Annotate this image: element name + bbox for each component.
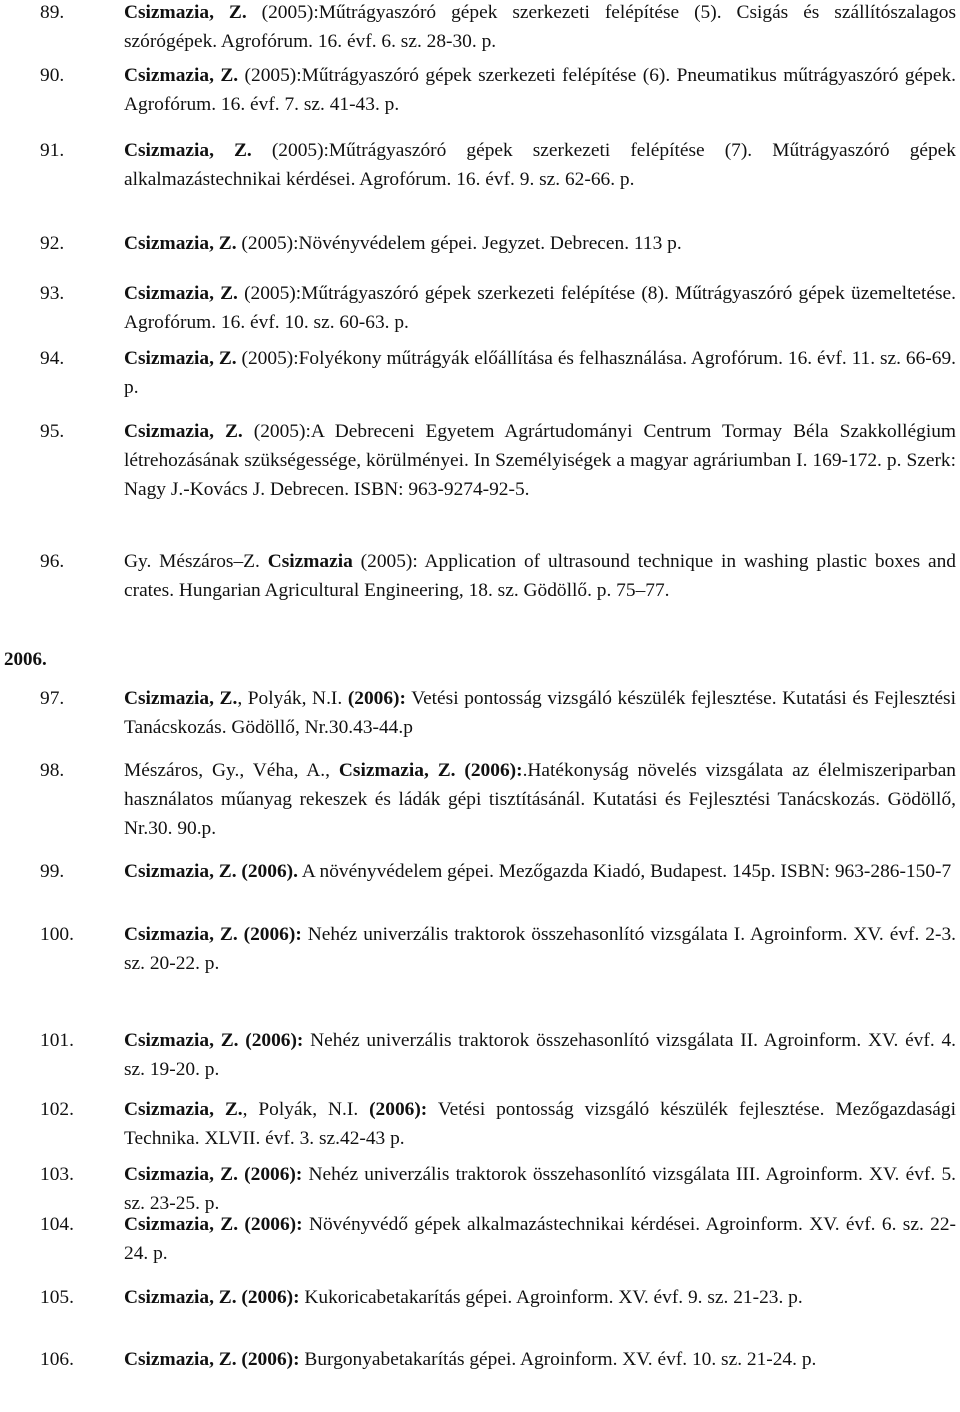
reference-number: 97.	[40, 688, 65, 709]
reference-segment: (2005): Application of ultrasound technique in washing plastic boxes and crates. Hungarian Agricultural Engineering, 18. sz. Gödöllő. p. 75–77.	[124, 551, 956, 601]
reference-bold-segment: Csizmazia, Z.	[124, 233, 237, 254]
reference-bold-segment: Csizmazia, Z. (2006):	[124, 1214, 303, 1235]
reference-number: 101.	[40, 1030, 74, 1051]
reference-number: 102.	[40, 1099, 74, 1120]
reference-number: 90.	[40, 65, 65, 86]
reference-segment: Burgonyabetakarítás gépei. Agroinform. XV. évf. 10. sz. 21-24. p.	[299, 1349, 817, 1370]
reference-segment: (2005):Műtrágyaszóró gépek szerkezeti felépítése (8). Műtrágyaszóró gépek üzemeltetése. Agrofórum. 16. évf. 10. sz. 60-63. p.	[124, 283, 956, 333]
reference-text	[124, 229, 956, 258]
reference-bold-segment: Csizmazia, Z.	[124, 140, 252, 161]
reference-segment: .Hatékonyság növelés vizsgálata az élelmiszeriparban használatos műanyag rekeszek és ládák gépi tisztításánál. Kutatási és Fejlesztési Tanácskozás. Gödöllő, Nr.30. 90.p.	[124, 760, 957, 839]
reference-bold-segment: Csizmazia, Z.	[124, 1099, 243, 1120]
reference-segment: , Polyák, N.I.	[242, 1099, 370, 1120]
reference-number: 92.	[40, 233, 65, 254]
reference-number: 91.	[40, 140, 65, 161]
reference-segment: Nehéz univerzális traktorok összehasonlító vizsgálata II. Agroinform. XV. évf. 4. sz. 19-20. p.	[124, 1030, 956, 1080]
reference-text	[124, 1095, 956, 1153]
reference-number: 98.	[40, 760, 65, 781]
reference-segment: (2005):Folyékony műtrágyák előállítása és felhasználása. Agrofórum. 16. évf. 11. sz. 66-69. p.	[124, 348, 957, 398]
reference-bold-segment: Csizmazia, Z. (2006):	[124, 1030, 304, 1051]
reference-segment: (2005):A Debreceni Egyetem Agrártudományi Centrum Tormay Béla Szakkollégium létrehozásának szükségessége, körülményei. In Személyiségek a magyar agráriumban I. 169-172. p. Szerk: Nagy J.-Kovács J. Debrecen. ISBN: 963-9274-92-5.	[124, 421, 956, 500]
reference-segment: Gy. Mészáros–Z.	[124, 551, 268, 572]
reference-text	[124, 61, 956, 119]
reference-text	[124, 1283, 956, 1312]
reference-bold-segment: Csizmazia, Z.	[124, 283, 238, 304]
reference-segment: Kukoricabetakarítás gépei. Agroinform. XV. évf. 9. sz. 21-23. p.	[299, 1287, 803, 1308]
reference-bold-segment: Csizmazia, Z. (2006):	[124, 1287, 300, 1308]
reference-bold-segment: Csizmazia, Z. (2006):	[124, 924, 302, 945]
reference-segment: Növényvédő gépek alkalmazástechnikai kérdései. Agroinform. XV. évf. 6. sz. 22-24. p.	[124, 1214, 956, 1264]
reference-text	[124, 920, 956, 978]
reference-text	[124, 136, 956, 194]
reference-number: 105.	[40, 1287, 74, 1308]
reference-text	[124, 684, 956, 742]
reference-number: 96.	[40, 551, 65, 572]
reference-bold-segment: Csizmazia, Z.	[124, 348, 237, 369]
reference-number: 95.	[40, 421, 65, 442]
reference-number: 94.	[40, 348, 65, 369]
reference-segment: , Polyák, N.I.	[237, 688, 348, 709]
reference-bold-segment: Csizmazia	[267, 551, 353, 572]
reference-text	[124, 0, 956, 56]
reference-number: 106.	[40, 1349, 74, 1370]
reference-segment: Nehéz univerzális traktorok összehasonlító vizsgálata III. Agroinform. XV. évf. 5. sz. 23-25. p.	[124, 1164, 957, 1214]
reference-text	[124, 417, 956, 504]
reference-segment: (2005):Műtrágyaszóró gépek szerkezeti felépítése (7). Műtrágyaszóró gépek alkalmazástechnikai kérdései. Agrofórum. 16. évf. 9. sz. 62-66. p.	[124, 140, 956, 190]
reference-segment: (2005):Növényvédelem gépei. Jegyzet. Debrecen. 113 p.	[236, 233, 682, 254]
reference-number: 89.	[40, 2, 65, 23]
reference-segment: Vetési pontosság vizsgáló készülék fejlesztése. Kutatási és Fejlesztési Tanácskozás. Gödöllő, Nr.30.43-44.p	[124, 688, 956, 738]
reference-text	[124, 344, 956, 402]
reference-bold-segment: Csizmazia, Z. (2006):	[338, 760, 523, 781]
reference-text	[124, 1345, 956, 1374]
reference-bold-segment: Csizmazia, Z. (2006):	[124, 1164, 303, 1185]
reference-number: 99.	[40, 861, 65, 882]
reference-number: 100.	[40, 924, 74, 945]
reference-bold-segment: Csizmazia, Z.	[124, 421, 243, 442]
reference-segment: Nehéz univerzális traktorok összehasonlító vizsgálata I. Agroinform. XV. évf. 2-3. sz. 20-22. p.	[124, 924, 956, 974]
reference-segment: (2005):Műtrágyaszóró gépek szerkezeti felépítése (6). Pneumatikus műtrágyaszóró gépek. Agrofórum. 16. évf. 7. sz. 41-43. p.	[124, 65, 956, 115]
reference-number: 103.	[40, 1164, 74, 1185]
reference-bold-segment: Csizmazia, Z.	[124, 688, 238, 709]
reference-bold-segment: Csizmazia, Z.	[124, 2, 247, 23]
reference-segment: A növényvédelem gépei. Mezőgazda Kiadó, Budapest. 145p. ISBN: 963-286-150-7	[297, 861, 952, 882]
reference-segment: Mészáros, Gy., Véha, A.,	[124, 760, 339, 781]
reference-bold-segment: (2006):	[347, 688, 406, 709]
reference-bold-segment: Csizmazia, Z. (2006).	[124, 861, 298, 882]
reference-number: 93.	[40, 283, 65, 304]
reference-bold-segment: Csizmazia, Z. (2006):	[124, 1349, 300, 1370]
reference-bold-segment: Csizmazia, Z.	[124, 65, 239, 86]
reference-text	[124, 547, 956, 605]
reference-text	[124, 857, 956, 886]
reference-text	[124, 756, 956, 843]
year-heading-2006: 2006.	[4, 649, 47, 670]
reference-segment: (2005):Műtrágyaszóró gépek szerkezeti felépítése (5). Csigás és szállítószalagos szórógépek. Agrofórum. 16. évf. 6. sz. 28-30. p.	[124, 2, 957, 52]
reference-text	[124, 1210, 956, 1268]
reference-segment: Vetési pontosság vizsgáló készülék fejlesztése. Mezőgazdasági Technika. XLVII. évf. 3. sz.42-43 p.	[124, 1099, 956, 1149]
reference-text	[124, 1026, 956, 1084]
reference-bold-segment: (2006):	[369, 1099, 428, 1120]
reference-text	[124, 279, 956, 337]
reference-number: 104.	[40, 1214, 74, 1235]
